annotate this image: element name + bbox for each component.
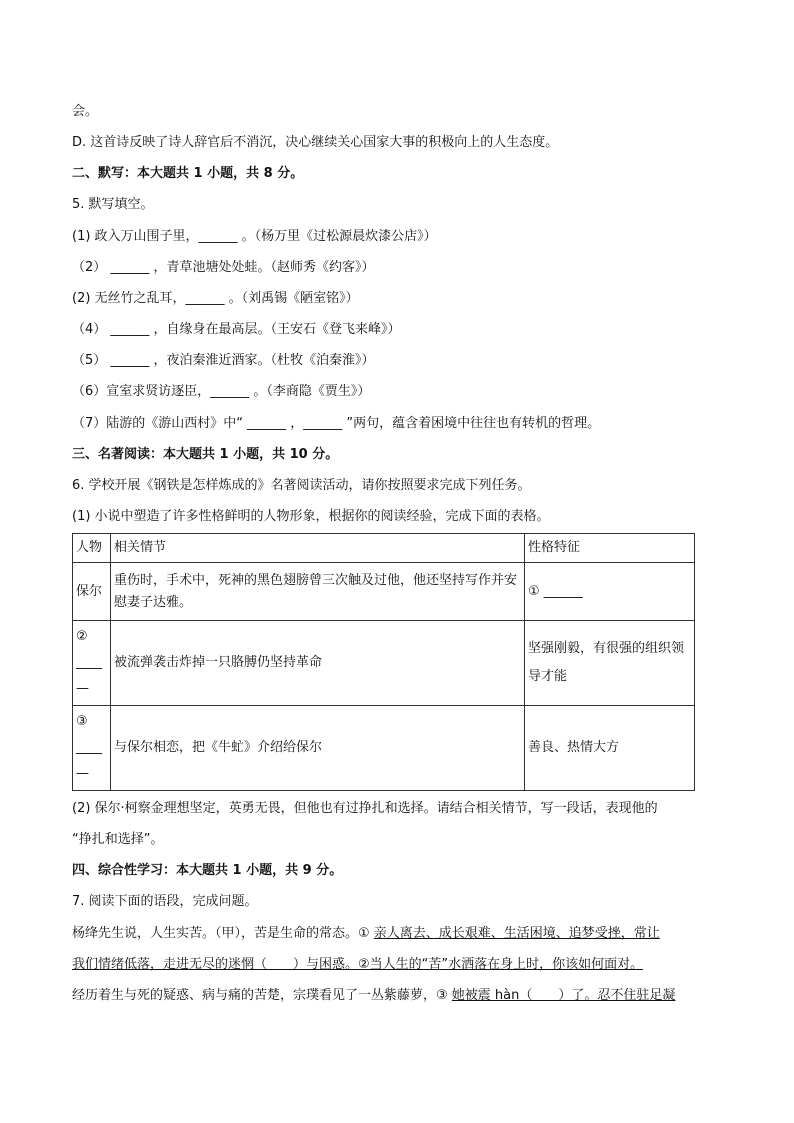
person-number: ③ xyxy=(76,714,88,729)
fill-item-5: （5） ______ ，夜泊秦淮近酒家。（杜牧《泊秦淮》） xyxy=(72,353,375,368)
underlined-sentence: 她被震 hàn（ ）了。忍不住驻足凝 xyxy=(451,988,676,1003)
question-6-part-1: (1) 小说中塑造了许多性格鲜明的人物形象，根据你的阅读经验，完成下面的表格。 xyxy=(72,509,550,524)
fill-item-4: （4） ______ ，自缘身在最高层。（王安石《登飞来峰》） xyxy=(72,322,401,337)
section-heading-3: 三、名著阅读：本大题共 1 小题，共 10 分。 xyxy=(72,447,339,462)
table-row xyxy=(73,621,695,706)
header-trait: 性格特征 xyxy=(525,534,695,563)
question-6: 6. 学校开展《钢铁是怎样炼成的》名著阅读活动，请你按照要求完成下列任务。 xyxy=(72,478,531,493)
passage-text: 经历着生与死的疑惑、病与痛的苦楚，宗璞看见了一丛紫藤萝，③ xyxy=(72,988,452,1003)
character-table xyxy=(72,533,695,791)
person-blank: ____ xyxy=(76,740,102,755)
question-6-part-2: (2) 保尔·柯察金理想坚定，英勇无畏，但他也有过挣扎和选择。请结合相关情节，写一段话，表现他的 xyxy=(72,801,658,816)
passage-line-3 xyxy=(72,986,675,1006)
person-blank: ____ xyxy=(76,655,102,670)
person-number: ② xyxy=(76,629,88,644)
fill-item-1: (1) 政入万山围子里，______ 。（杨万里《过松源晨炊漆公店》） xyxy=(72,229,437,244)
fill-item-7: （7）陆游的《游山西村》中“ ______ ，______ ”两句，蕴含着困境中往往也有转机的哲理。 xyxy=(72,416,601,431)
cell-trait: 坚强刚毅，有很强的组织领导才能 xyxy=(525,621,695,706)
cell-person: 保尔 xyxy=(73,563,111,621)
passage-line-2: 我们情绪低落，走进无尽的迷惘（ ）与困惑。②当人生的“苦”水洒落在身上时，你该如何面对。 xyxy=(72,957,644,972)
passage-text: 杨绛先生说，人生实苦。（甲），苦是生命的常态。① xyxy=(72,926,374,941)
cell-plot: 被流弹袭击炸掉一只胳膊仍坚持革命 xyxy=(111,621,525,706)
cell-trait: 善良、热情大方 xyxy=(525,706,695,791)
fill-item-2: （2） ______ ，青草池塘处处蛙。（赵师秀《约客》） xyxy=(72,260,375,275)
fill-item-3: (2) 无丝竹之乱耳，______ 。（刘禹锡《陋室铭》） xyxy=(72,291,359,306)
person-blank-tail: — xyxy=(76,681,89,696)
cell-person xyxy=(73,706,111,791)
question-7: 7. 阅读下面的语段，完成问题。 xyxy=(72,894,258,909)
passage-line-1 xyxy=(72,924,660,944)
table-row xyxy=(73,563,695,621)
section-heading-2: 二、默写：本大题共 1 小题，共 8 分。 xyxy=(72,166,304,181)
header-plot: 相关情节 xyxy=(111,534,525,563)
cell-person xyxy=(73,621,111,706)
option-d: D. 这首诗反映了诗人辞官后不消沉，决心继续关心国家大事的积极向上的人生态度。 xyxy=(72,135,559,150)
table-header-row xyxy=(73,534,695,563)
cell-trait: ① ______ xyxy=(525,563,695,621)
question-5: 5. 默写填空。 xyxy=(72,197,154,212)
person-blank-tail: — xyxy=(76,766,89,781)
table-row xyxy=(73,706,695,791)
header-person: 人物 xyxy=(73,534,111,563)
fill-item-6: （6）宣室求贤访逐臣，______ 。（李商隐《贾生》） xyxy=(72,384,371,399)
cell-plot: 与保尔相恋，把《牛虻》介绍给保尔 xyxy=(111,706,525,791)
question-6-part-2-cont: “挣扎和选择”。 xyxy=(72,832,164,847)
section-heading-4: 四、综合性学习：本大题共 1 小题，共 9 分。 xyxy=(72,863,343,878)
text-line: 会。 xyxy=(72,104,99,119)
underlined-sentence: 亲人离去、成长艰难、生活困境、追梦受挫，常让 xyxy=(373,926,660,941)
cell-plot: 重伤时，手术中，死神的黑色翅膀曾三次触及过他，他还坚持写作并安慰妻子达雅。 xyxy=(111,563,525,621)
